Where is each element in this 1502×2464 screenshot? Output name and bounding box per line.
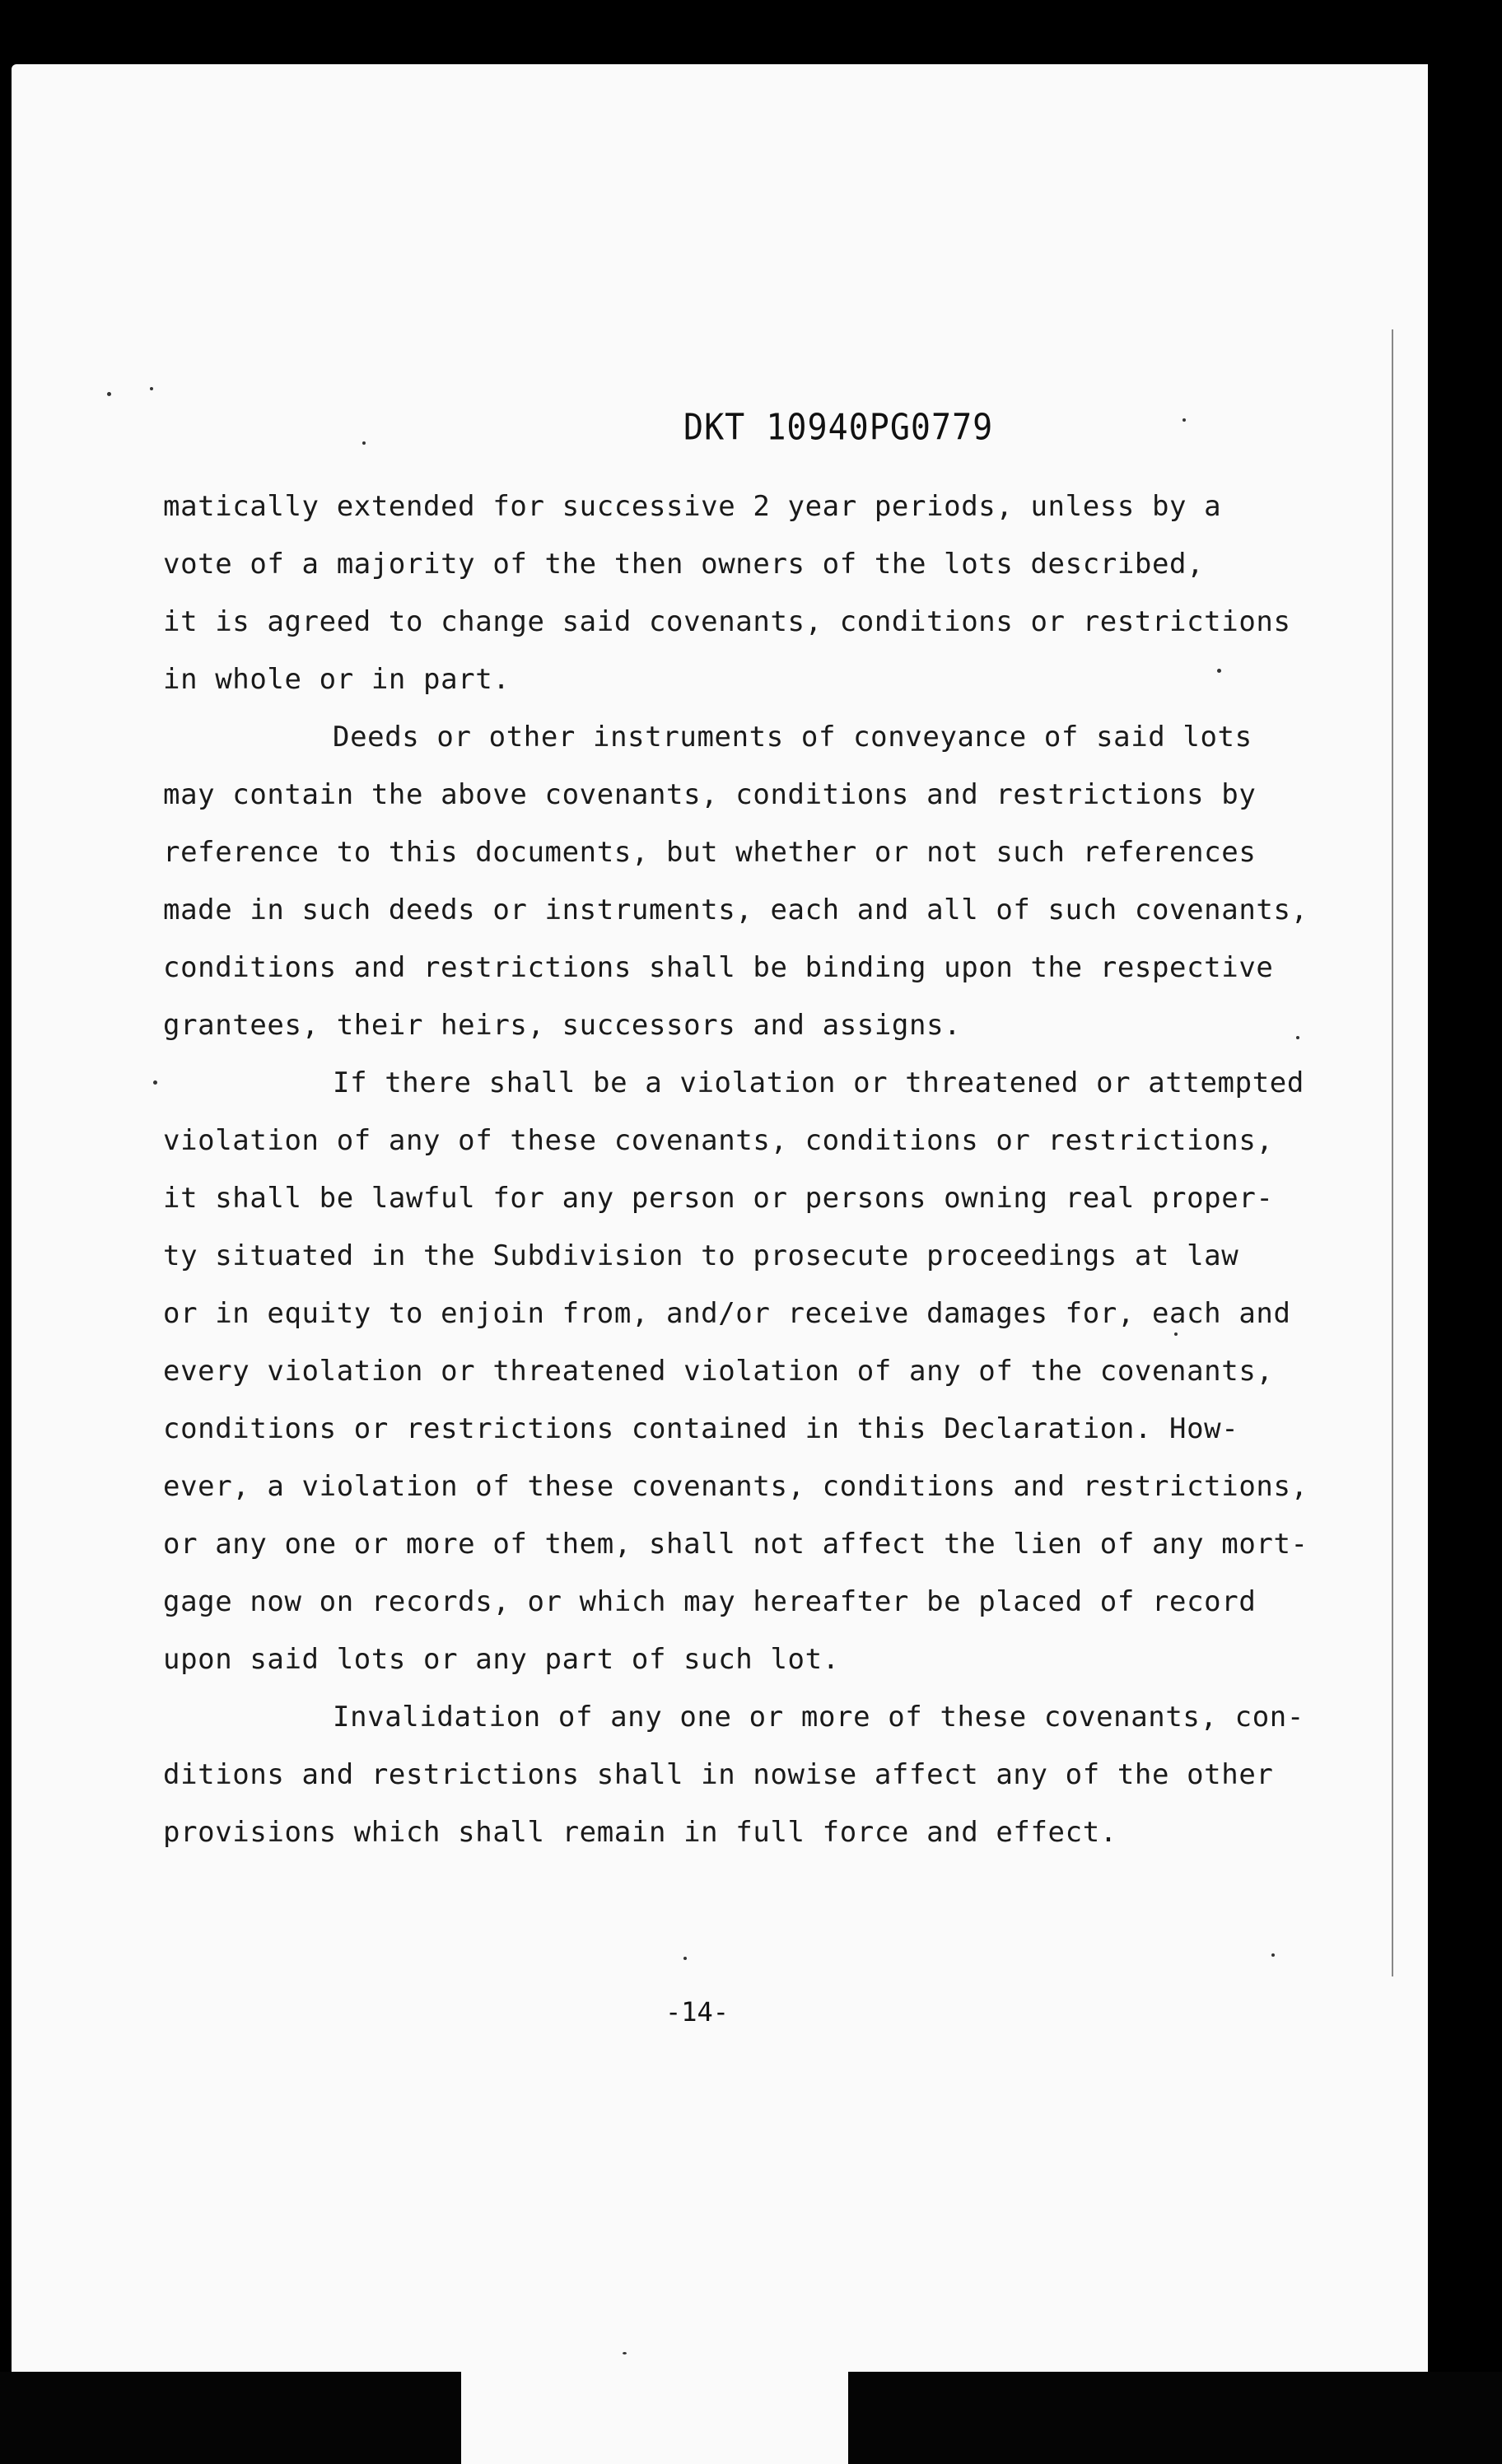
text-line: ever, a violation of these covenants, conditions and restrictions, [163, 1470, 1308, 1503]
scan-speck [1271, 1953, 1275, 1957]
scan-speck [1296, 1036, 1299, 1039]
scan-speck [153, 1080, 157, 1085]
scan-edge-right [1392, 329, 1430, 1976]
scan-speck [623, 2352, 627, 2354]
text-line: upon said lots or any part of such lot. [163, 1643, 840, 1676]
scan-edge-bottom-right [848, 2372, 1502, 2464]
text-line: may contain the above covenants, conditions and restrictions by [163, 778, 1257, 811]
text-line: made in such deeds or instruments, each and all of such covenants, [163, 894, 1308, 926]
text-line: ditions and restrictions shall in nowise affect any of the other [163, 1758, 1274, 1791]
text-line: or any one or more of them, shall not affect the lien of any mort- [163, 1528, 1308, 1561]
text-line: it shall be lawful for any person or persons owning real proper- [163, 1182, 1274, 1215]
text-line: grantees, their heirs, successors and assigns. [163, 1009, 962, 1042]
page-number: -14- [665, 1996, 730, 2028]
scan-speck [107, 392, 111, 396]
text-line: gage now on records, or which may hereafter be placed of record [163, 1585, 1257, 1618]
scan-edge-bottom-left [0, 2372, 461, 2464]
text-line: ty situated in the Subdivision to prosecute proceedings at law [163, 1239, 1239, 1272]
scan-speck [1182, 418, 1186, 422]
text-line: conditions or restrictions contained in this Declaration. How- [163, 1412, 1239, 1445]
text-line: conditions and restrictions shall be binding upon the respective [163, 951, 1274, 984]
scan-speck [150, 387, 153, 390]
scan-speck [1174, 1332, 1178, 1336]
scan-speck [362, 441, 366, 445]
text-line: provisions which shall remain in full force and effect. [163, 1816, 1117, 1849]
text-line: it is agreed to change said covenants, conditions or restrictions [163, 605, 1291, 638]
body-text [163, 478, 1316, 1861]
scan-speck [1217, 669, 1221, 673]
text-line: in whole or in part. [163, 663, 511, 696]
text-line: Deeds or other instruments of conveyance of said lots [333, 721, 1252, 754]
text-line: reference to this documents, but whether or not such references [163, 836, 1257, 869]
scan-speck [683, 1957, 687, 1960]
text-line: vote of a majority of the then owners of the lots described, [163, 548, 1205, 581]
text-line: violation of any of these covenants, conditions or restrictions, [163, 1124, 1274, 1157]
text-line: every violation or threatened violation of any of the covenants, [163, 1355, 1274, 1388]
text-line: Invalidation of any one or more of these covenants, con- [333, 1701, 1304, 1734]
docket-number: DKT 10940PG0779 [683, 406, 994, 449]
text-line: If there shall be a violation or threatened or attempted [333, 1066, 1304, 1099]
scan-edge-left [0, 64, 12, 344]
text-line: matically extended for successive 2 year periods, unless by a [163, 490, 1222, 523]
text-line: or in equity to enjoin from, and/or receive damages for, each and [163, 1297, 1291, 1330]
